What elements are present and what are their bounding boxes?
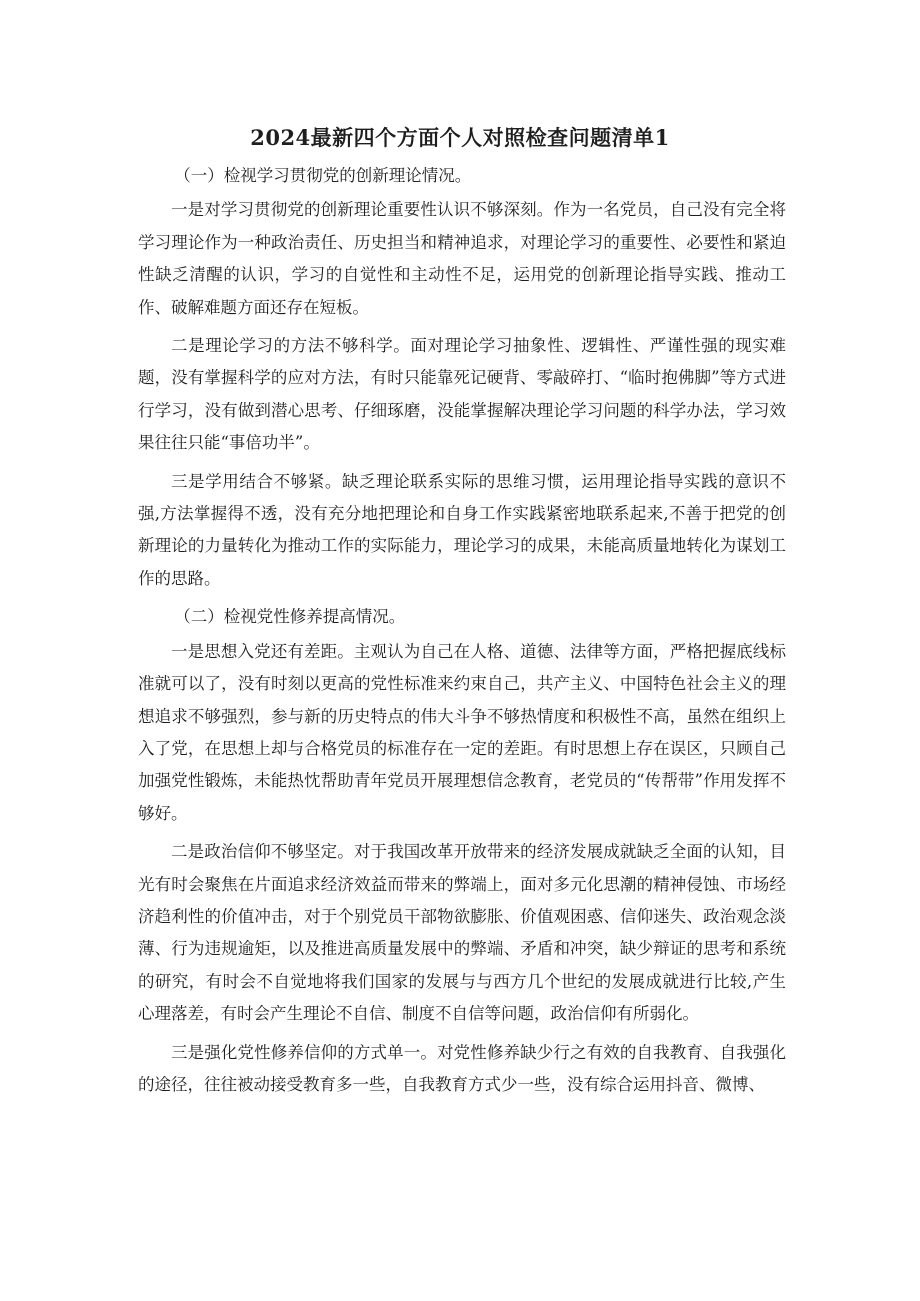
paragraph: 二是政治信仰不够坚定。对于我国改革开放带来的经济发展成就缺乏全面的认知，目光有时会聚焦在片面追求经济效益而带来的弊端上，面对多元化思潮的精神侵蚀、市场经济趋利性的价值冲击，对于个别党员干部物欲膨胀、价值观困惑、信仰迷失、政治观念淡薄、行为违规逾矩，以及推进高质量发展中的弊端、矛盾和冲突，缺少辩证的思考和系统的研究，有时会不自觉地将我们国家的发展与与西方几个世纪的发展成就进行比较,产生心理落差，有时会产生理论不自信、制度不自信等问题，政治信仰有所弱化。 xyxy=(138,842,786,1024)
paragraph: 二是理论学习的方法不够科学。面对理论学习抽象性、逻辑性、严谨性强的现实难题，没有掌握科学的应对方法，有时只能靠死记硬背、零敲碎打、“临时抱佛脚”等方式进行学习，没有做到潜心思考、仔细琢磨，没能掌握解决理论学习问题的科学办法，学习效果往往只能“事倍功半”。 xyxy=(138,336,786,453)
document-title: 2024最新四个方面个人对照检查问题清单1 xyxy=(250,125,670,150)
section-heading: （二）检视党性修养提高情况。 xyxy=(174,607,406,627)
paragraph: 三是强化党性修养信仰的方式单一。对党性修养缺少行之有效的自我教育、自我强化的途径，往往被动接受教育多一些，自我教育方式少一些，没有综合运用抖音、微博、 xyxy=(138,1042,786,1094)
paragraph: 三是学用结合不够紧。缺乏理论联系实际的思维习惯，运用理论指导实践的意识不强,方法掌握得不透，没有充分地把理论和自身工作实践紧密地联系起来,不善于把党的创新理论的力量转化为推动工作的实际能力，理论学习的成果，未能高质量地转化为谋划工作的思路。 xyxy=(138,471,786,588)
document-body xyxy=(138,160,786,1101)
paragraph: 一是思想入党还有差距。主观认为自己在人格、道德、法律等方面，严格把握底线标准就可以了，没有时刻以更高的党性标准来约束自己，共产主义、中国特色社会主义的理想追求不够强烈，参与新的历史特点的伟大斗争不够热情度和积极性不高，虽然在组织上入了党，在思想上却与合格党员的标准存在一定的差距。有时思想上存在误区，只顾自己加强党性锻炼，未能热忱帮助青年党员开展理想信念教育，老党员的“传帮带”作用发挥不够好。 xyxy=(138,641,786,823)
paragraph: 一是对学习贯彻党的创新理论重要性认识不够深刻。作为一名党员，自己没有完全将学习理论作为一种政治责任、历史担当和精神追求，对理论学习的重要性、必要性和紧迫性缺乏清醒的认识，学习的自觉性和主动性不足，运用党的创新理论指导实践、推动工作、破解难题方面还存在短板。 xyxy=(138,200,786,317)
section-heading: （一）检视学习贯彻党的创新理论情况。 xyxy=(174,166,472,185)
